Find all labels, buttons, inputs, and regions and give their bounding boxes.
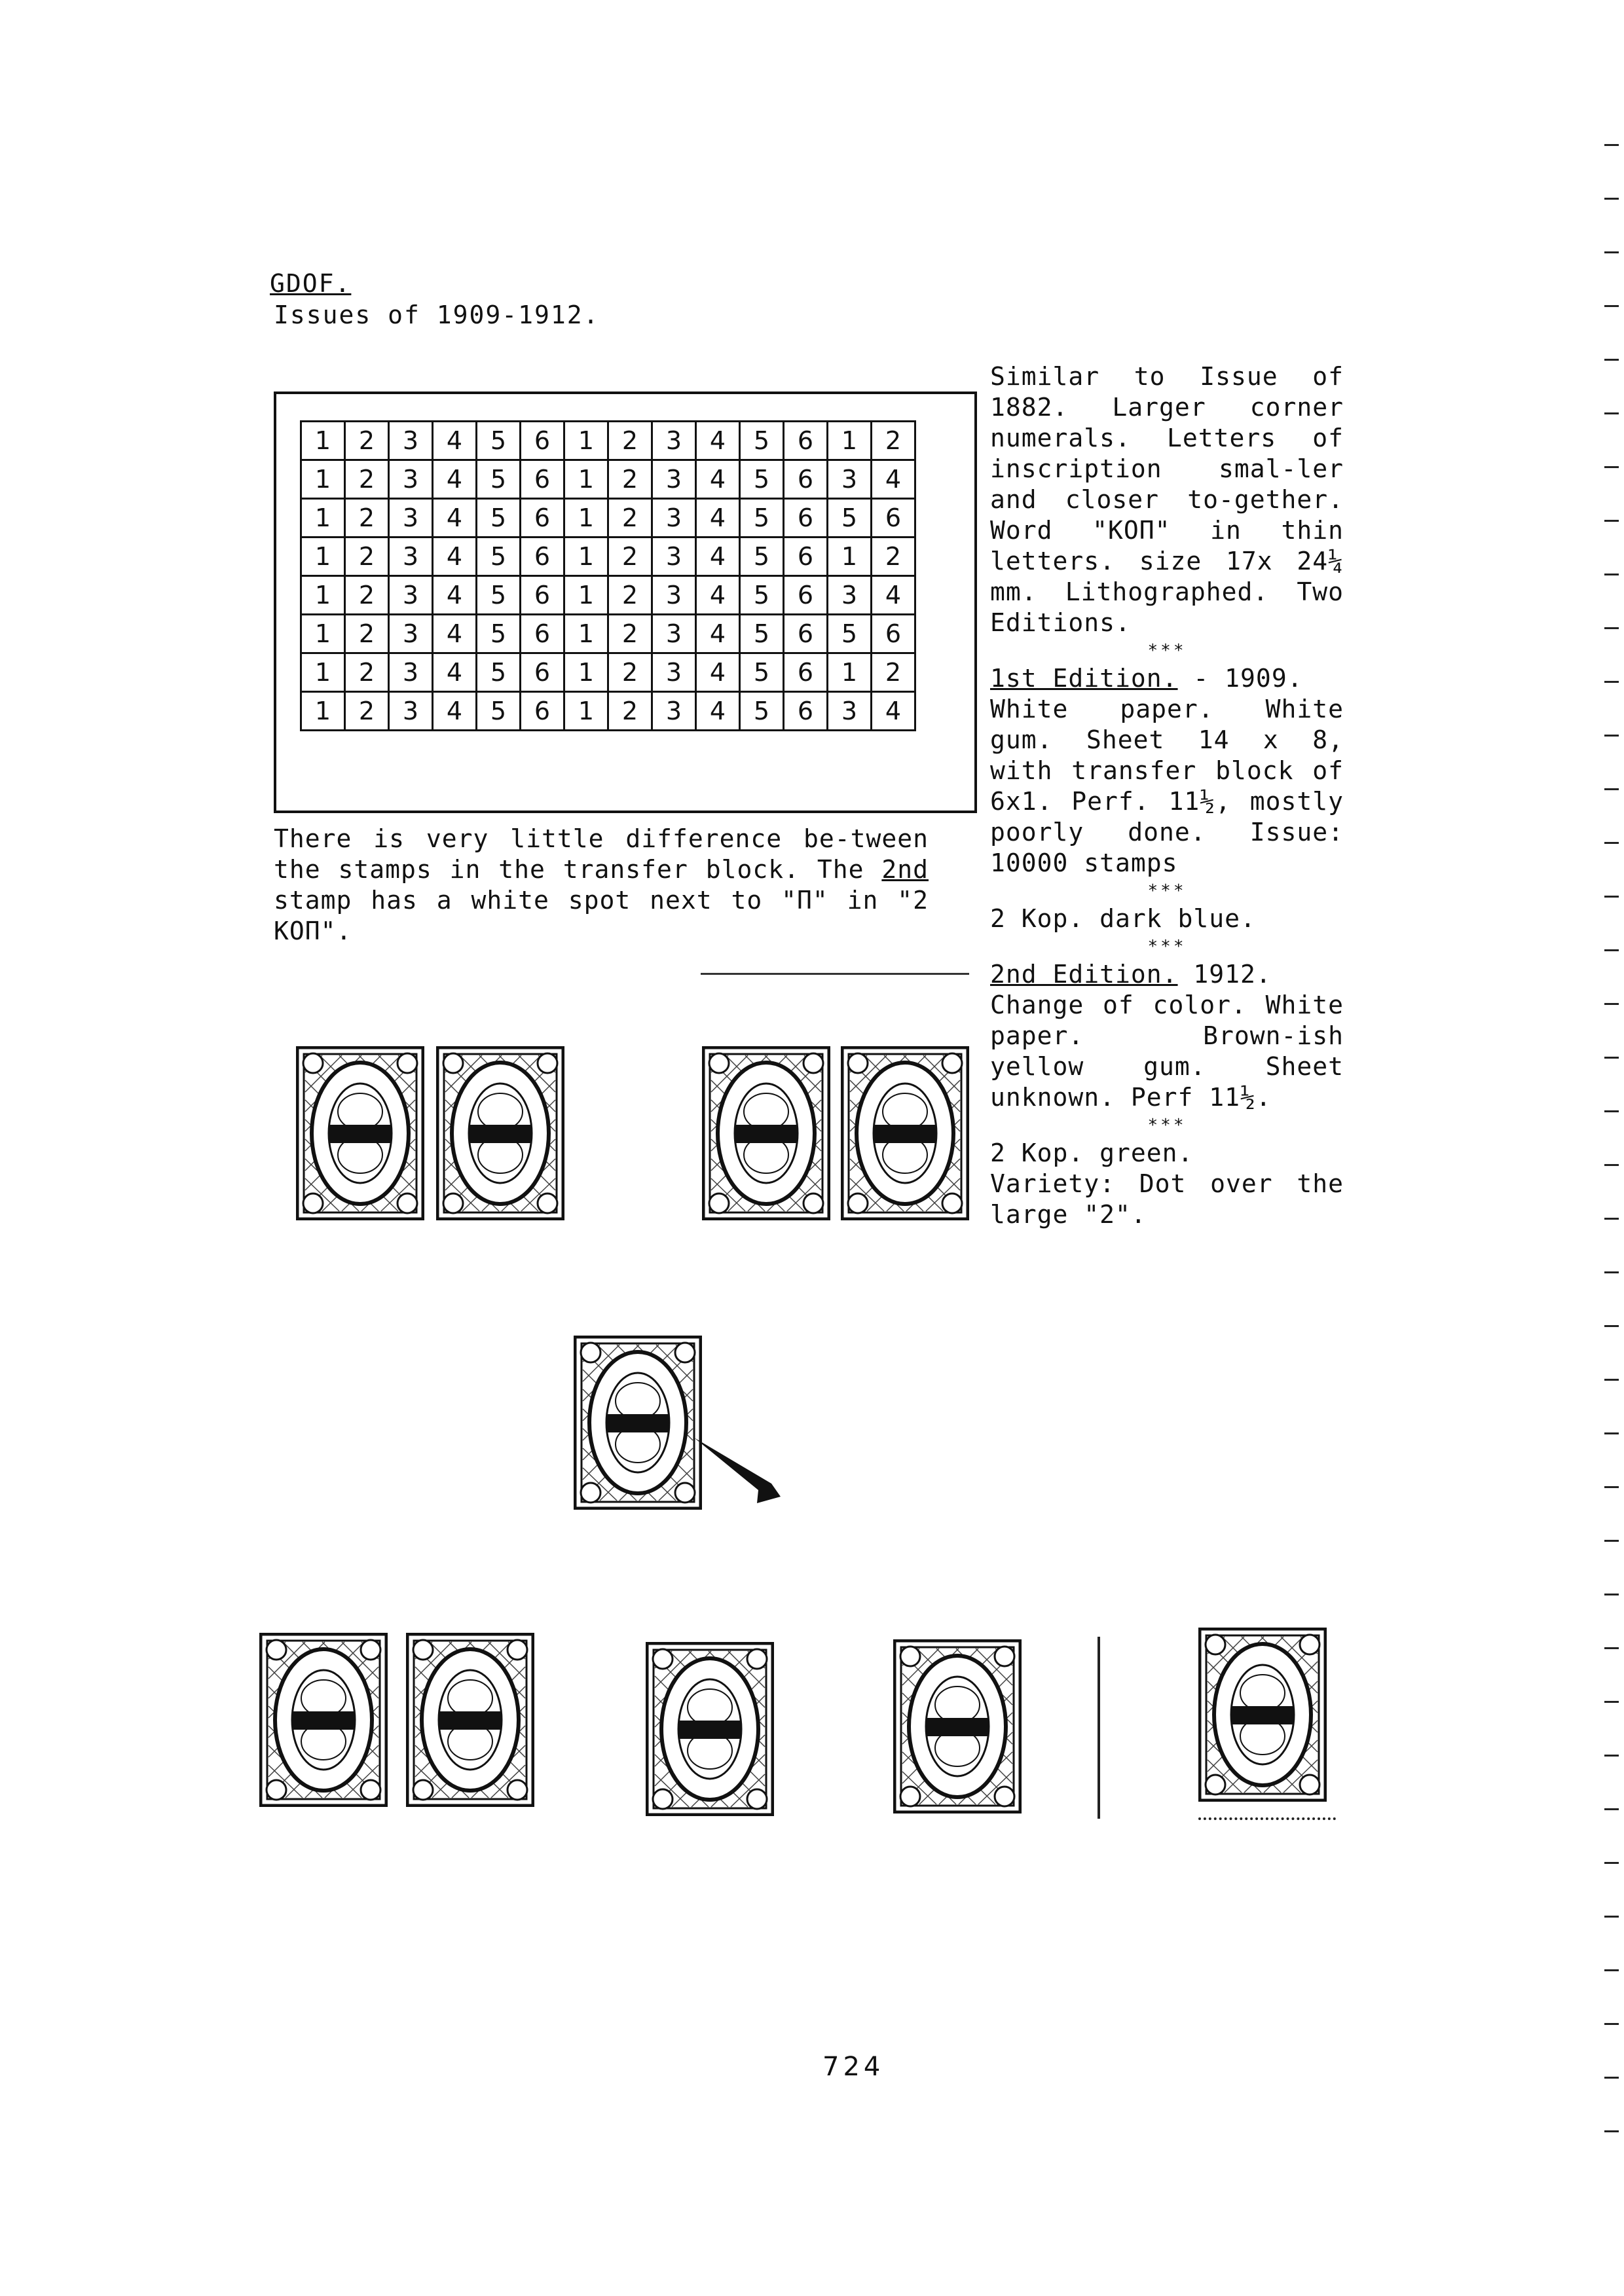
edition-2-value: 2 Kop. green. xyxy=(990,1139,1194,1167)
edge-tick xyxy=(1604,1110,1619,1112)
edition-2-text: Change of color. White paper. Brown-ish yellow gum. Sheet unknown. Perf 11½. xyxy=(990,991,1344,1112)
page-number: 724 xyxy=(822,2052,885,2082)
scan-mark xyxy=(1198,1817,1336,1820)
grid-cell: 4 xyxy=(433,422,477,460)
grid-cell: 3 xyxy=(389,653,433,692)
grid-cell: 4 xyxy=(696,499,740,538)
edge-tick xyxy=(1604,627,1619,629)
edge-tick xyxy=(1604,842,1619,844)
grid-cell: 6 xyxy=(784,615,828,653)
edge-tick xyxy=(1604,574,1619,575)
grid-cell: 2 xyxy=(345,499,389,538)
edge-tick xyxy=(1604,1594,1619,1595)
stamp-image xyxy=(406,1633,534,1807)
edge-tick xyxy=(1604,1218,1619,1220)
grid-cell: 1 xyxy=(301,692,345,731)
grid-cell: 3 xyxy=(652,422,696,460)
edition-1-value: 2 Kop. dark blue. xyxy=(990,904,1256,933)
edge-tick xyxy=(1604,735,1619,737)
grid-cell: 5 xyxy=(828,499,872,538)
grid-cell: 4 xyxy=(433,499,477,538)
grid-cell: 6 xyxy=(784,499,828,538)
grid-cell: 4 xyxy=(433,538,477,576)
grid-row xyxy=(301,422,915,460)
grid-cell: 2 xyxy=(608,576,652,615)
grid-cell: 4 xyxy=(433,615,477,653)
edge-tick xyxy=(1604,1808,1619,1810)
grid-cell: 5 xyxy=(740,653,784,692)
grid-cell: 2 xyxy=(608,653,652,692)
edge-tick xyxy=(1604,198,1619,200)
grid-cell: 3 xyxy=(652,538,696,576)
edge-tick xyxy=(1604,466,1619,468)
grid-cell: 3 xyxy=(652,460,696,499)
divider xyxy=(701,973,969,975)
grid-cell: 4 xyxy=(696,460,740,499)
edge-tick xyxy=(1604,1057,1619,1059)
grid-cell: 6 xyxy=(521,422,564,460)
edge-tick xyxy=(1604,2023,1619,2025)
grid-cell: 6 xyxy=(521,653,564,692)
grid-cell: 5 xyxy=(477,538,521,576)
edge-tick xyxy=(1604,949,1619,951)
grid-cell: 5 xyxy=(740,538,784,576)
transfer-block-grid xyxy=(300,420,916,731)
grid-cell: 2 xyxy=(345,538,389,576)
grid-cell: 2 xyxy=(345,692,389,731)
grid-cell: 1 xyxy=(301,460,345,499)
edge-tick xyxy=(1604,1164,1619,1166)
grid-cell: 3 xyxy=(652,576,696,615)
separator: *** xyxy=(1147,937,1187,957)
grid-cell: 3 xyxy=(652,615,696,653)
grid-row xyxy=(301,538,915,576)
grid-cell: 5 xyxy=(477,615,521,653)
grid-cell: 6 xyxy=(521,499,564,538)
grid-cell: 2 xyxy=(608,460,652,499)
grid-cell: 4 xyxy=(696,576,740,615)
edge-tick xyxy=(1604,2077,1619,2079)
edge-tick xyxy=(1604,251,1619,253)
grid-cell: 5 xyxy=(477,653,521,692)
grid-cell: 3 xyxy=(652,653,696,692)
grid-cell: 3 xyxy=(652,499,696,538)
edge-tick xyxy=(1604,1862,1619,1864)
edge-tick xyxy=(1604,1916,1619,1918)
grid-cell: 1 xyxy=(301,538,345,576)
grid-cell: 6 xyxy=(521,460,564,499)
grid-cell: 1 xyxy=(564,538,608,576)
edge-tick xyxy=(1604,1003,1619,1005)
grid-cell: 3 xyxy=(652,692,696,731)
grid-cell: 4 xyxy=(696,615,740,653)
grid-cell: 2 xyxy=(345,615,389,653)
grid-cell: 3 xyxy=(389,692,433,731)
grid-cell: 4 xyxy=(433,460,477,499)
grid-row xyxy=(301,499,915,538)
edition-1-text: White paper. White gum. Sheet 14 x 8, with transfer block of 6x1. Perf. 11½, mostly poorly done. Issue: 10000 stamps xyxy=(990,695,1344,877)
grid-cell: 4 xyxy=(433,653,477,692)
grid-cell: 6 xyxy=(784,460,828,499)
grid-cell: 6 xyxy=(521,576,564,615)
grid-cell: 5 xyxy=(477,576,521,615)
edge-tick xyxy=(1604,2130,1619,2132)
stamp-image xyxy=(646,1642,774,1816)
grid-cell: 5 xyxy=(828,615,872,653)
grid-cell: 1 xyxy=(564,422,608,460)
grid-row xyxy=(301,615,915,653)
grid-cell: 3 xyxy=(389,576,433,615)
edge-tick xyxy=(1604,1379,1619,1381)
separator: *** xyxy=(1147,641,1187,661)
grid-cell: 2 xyxy=(345,422,389,460)
grid-cell: 5 xyxy=(477,499,521,538)
grid-cell: 6 xyxy=(521,692,564,731)
grid-cell: 6 xyxy=(872,499,915,538)
grid-cell: 6 xyxy=(784,422,828,460)
grid-cell: 1 xyxy=(301,499,345,538)
grid-cell: 3 xyxy=(828,460,872,499)
edge-tick xyxy=(1604,1701,1619,1703)
grid-cell: 6 xyxy=(784,653,828,692)
section-subheading: Issues of 1909-1912. xyxy=(274,301,600,329)
edge-tick xyxy=(1604,896,1619,898)
grid-cell: 4 xyxy=(872,576,915,615)
transfer-block-diagram xyxy=(274,392,977,813)
edge-tick xyxy=(1604,1969,1619,1971)
edition-1-heading xyxy=(990,663,1344,694)
caption-text-1: There is very little difference be-tween the stamps in the transfer block. The xyxy=(274,824,929,884)
grid-cell: 4 xyxy=(872,692,915,731)
separator: *** xyxy=(1147,1116,1187,1135)
edition-1-year: - 1909. xyxy=(1177,664,1303,693)
grid-cell: 6 xyxy=(784,692,828,731)
grid-cell: 2 xyxy=(872,653,915,692)
grid-row xyxy=(301,692,915,731)
grid-cell: 3 xyxy=(828,692,872,731)
grid-cell: 5 xyxy=(740,499,784,538)
grid-cell: 4 xyxy=(433,692,477,731)
edge-tick xyxy=(1604,681,1619,683)
grid-cell: 1 xyxy=(564,653,608,692)
grid-cell: 1 xyxy=(564,576,608,615)
edition-2-title: 2nd Edition. xyxy=(990,960,1178,989)
stamp-image xyxy=(893,1639,1022,1813)
grid-cell: 5 xyxy=(740,692,784,731)
grid-cell: 4 xyxy=(872,460,915,499)
grid-cell: 3 xyxy=(389,538,433,576)
grid-cell: 2 xyxy=(608,499,652,538)
grid-cell: 2 xyxy=(872,422,915,460)
grid-cell: 4 xyxy=(696,538,740,576)
edge-tick xyxy=(1604,1486,1619,1488)
grid-cell: 5 xyxy=(477,460,521,499)
grid-cell: 2 xyxy=(345,576,389,615)
grid-cell: 3 xyxy=(828,576,872,615)
edge-tick xyxy=(1604,1647,1619,1649)
edge-tick xyxy=(1604,1432,1619,1434)
grid-cell: 2 xyxy=(345,653,389,692)
grid-cell: 4 xyxy=(696,653,740,692)
grid-cell: 1 xyxy=(828,538,872,576)
grid-cell: 1 xyxy=(301,653,345,692)
edge-tick xyxy=(1604,412,1619,414)
grid-cell: 4 xyxy=(696,422,740,460)
grid-cell: 1 xyxy=(301,576,345,615)
edge-tick xyxy=(1604,1271,1619,1273)
edge-tick xyxy=(1604,305,1619,307)
issue-intro: Similar to Issue of 1882. Larger corner numerals. Letters of inscription smal-ler and closer to-gether. Word "КОП" in thin letters. size 17x 24¼ mm. Lithographed. Two Editions. xyxy=(990,362,1344,637)
grid-cell: 2 xyxy=(608,422,652,460)
grid-cell: 5 xyxy=(740,576,784,615)
stamp-image xyxy=(296,1046,424,1220)
stamp-image-variety xyxy=(574,1336,702,1510)
grid-cell: 2 xyxy=(872,538,915,576)
grid-cell: 2 xyxy=(608,615,652,653)
section-heading: GDOF. xyxy=(270,269,352,298)
edition-2-year: 1912. xyxy=(1177,960,1272,989)
grid-cell: 1 xyxy=(564,499,608,538)
grid-row xyxy=(301,653,915,692)
edge-tick xyxy=(1604,1325,1619,1327)
grid-cell: 4 xyxy=(696,692,740,731)
edge-tick xyxy=(1604,144,1619,146)
grid-cell: 3 xyxy=(389,499,433,538)
scan-mark xyxy=(1098,1637,1100,1819)
stamp-image xyxy=(841,1046,969,1220)
edge-tick xyxy=(1604,788,1619,790)
grid-cell: 6 xyxy=(521,615,564,653)
grid-cell: 2 xyxy=(608,538,652,576)
variety-pointer-arrow xyxy=(694,1438,786,1506)
edge-tick xyxy=(1604,520,1619,522)
grid-cell: 1 xyxy=(828,422,872,460)
grid-cell: 1 xyxy=(828,653,872,692)
edge-tick xyxy=(1604,359,1619,361)
edition-2-heading xyxy=(990,959,1344,990)
stamp-image xyxy=(259,1633,388,1807)
grid-cell: 2 xyxy=(608,692,652,731)
separator: *** xyxy=(1147,881,1187,901)
transfer-block-caption xyxy=(274,824,929,947)
stamp-image xyxy=(436,1046,564,1220)
grid-cell: 5 xyxy=(477,422,521,460)
stamp-image xyxy=(1198,1628,1327,1802)
grid-row xyxy=(301,460,915,499)
issue-description-column xyxy=(990,361,1344,1230)
grid-cell: 3 xyxy=(389,422,433,460)
grid-cell: 1 xyxy=(301,422,345,460)
edge-tick xyxy=(1604,1540,1619,1542)
grid-cell: 5 xyxy=(740,460,784,499)
grid-cell: 1 xyxy=(564,615,608,653)
edge-tick xyxy=(1604,1755,1619,1757)
grid-cell: 3 xyxy=(389,615,433,653)
grid-row xyxy=(301,576,915,615)
grid-cell: 6 xyxy=(784,538,828,576)
grid-cell: 1 xyxy=(301,615,345,653)
grid-cell: 6 xyxy=(872,615,915,653)
caption-ordinal: 2nd xyxy=(881,855,929,884)
edition-1-title: 1st Edition. xyxy=(990,664,1178,693)
variety-note: Variety: Dot over the large "2". xyxy=(990,1169,1344,1229)
grid-cell: 2 xyxy=(345,460,389,499)
stamp-image xyxy=(702,1046,830,1220)
grid-cell: 1 xyxy=(564,692,608,731)
grid-cell: 1 xyxy=(564,460,608,499)
caption-text-2: stamp has a white spot next to "П" in "2 КОП". xyxy=(274,886,929,945)
grid-cell: 3 xyxy=(389,460,433,499)
grid-cell: 6 xyxy=(784,576,828,615)
grid-cell: 5 xyxy=(477,692,521,731)
grid-cell: 4 xyxy=(433,576,477,615)
grid-cell: 6 xyxy=(521,538,564,576)
grid-cell: 5 xyxy=(740,422,784,460)
grid-cell: 5 xyxy=(740,615,784,653)
